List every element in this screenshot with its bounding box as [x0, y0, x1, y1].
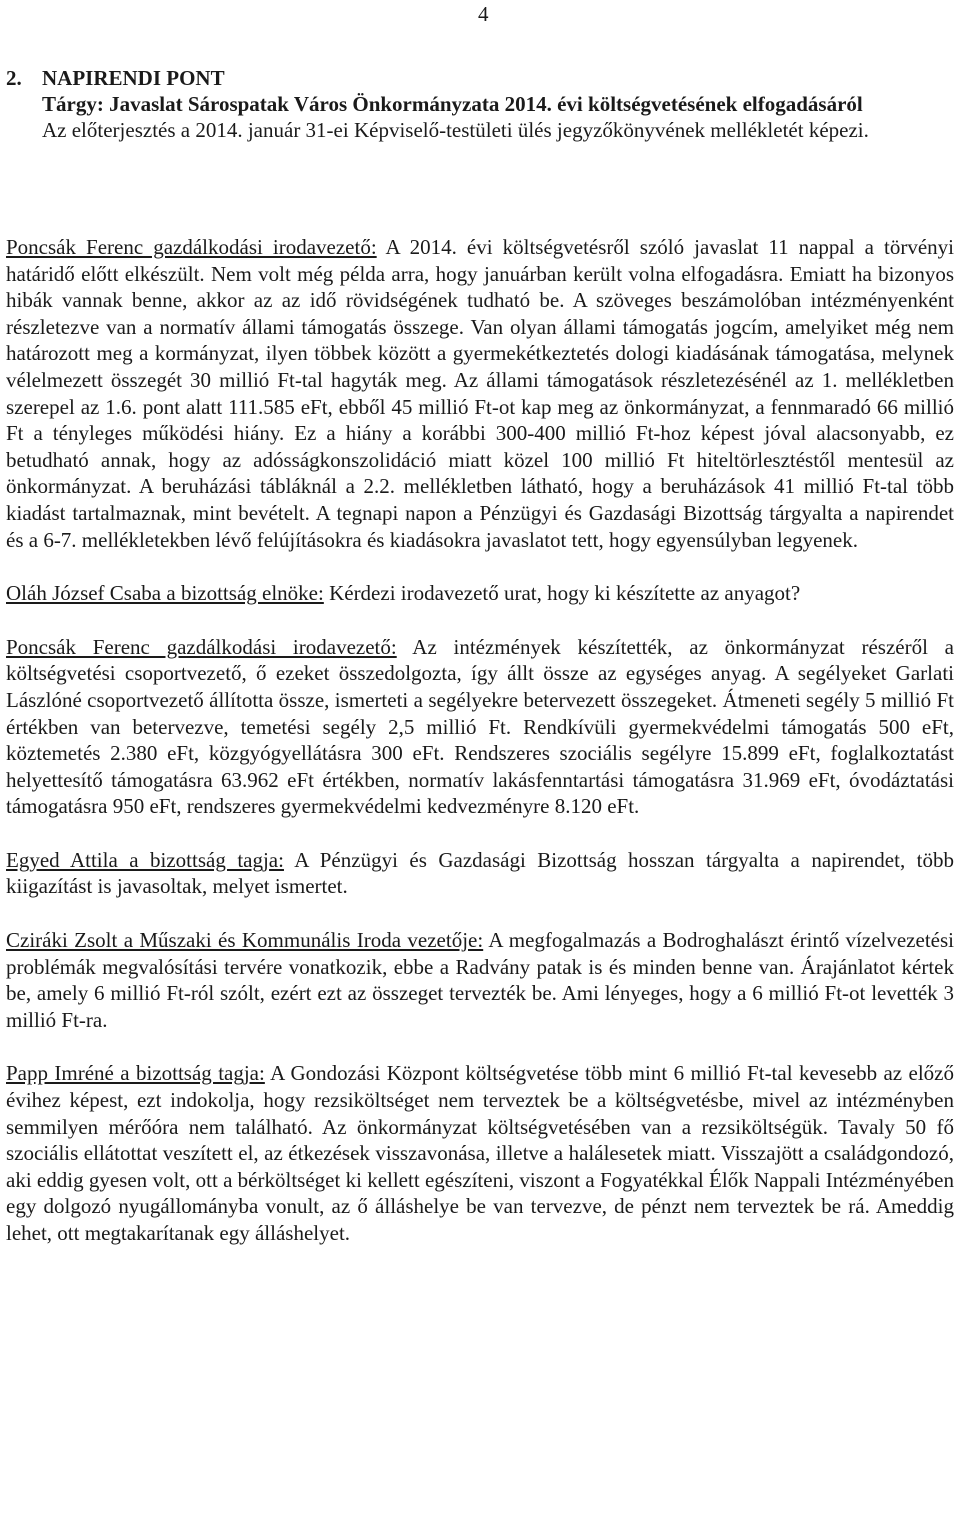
agenda-heading [6, 65, 954, 91]
statement-paragraph [6, 1060, 954, 1246]
page-number: 4 [478, 2, 489, 26]
agenda-number: 2. [6, 66, 22, 90]
agenda-title: NAPIRENDI PONT [42, 66, 225, 90]
statement-text: A Gondozási Központ költségvetése több mint 6 millió Ft-tal kevesebb az előző évihez képest, ezt indokolja, hogy rezsiköltséget nem terveztek be a költségvetésbe, mivel az intézményben semmilyen mérőóra nem található. Az önkormányzat költségvetésében van a rezsiköltségük. Tavaly 50 fő szociális ellátottat veszített el, az étkezések visszavonása, illetve a halálesetek miatt. Visszajött a családgondozó, aki eddig gyesen volt, ott a bérköltséget ki kellett egészíteni, viszont a Fogyatékkal Élők Nappali Intézményében egy dolgozó nyugállományba vonult, az ő álláshelye be van tervezve, de pénzt nem terveztek be rá. Ameddig lehet, ott megtakarítanak egy álláshelyet. [6, 1061, 954, 1245]
speaker-name: Cziráki Zsolt a Műszaki és Kommunális Iroda vezetője: [6, 928, 484, 953]
speaker-name: Oláh József Csaba a bizottság elnöke: [6, 581, 324, 606]
statement-paragraph [6, 847, 954, 900]
statement-text: Kérdezi irodavezető urat, hogy ki készítette az anyagot? [323, 581, 801, 606]
statement-text: A Pénzügyi és Gazdasági Bizottság hosszan tárgyalta a napirendet, több kiigazítást is javasoltak, melyet ismertet. [6, 847, 954, 899]
statement-paragraph [6, 927, 954, 1033]
statement-text: Az intézmények készítették, az önkormányzat részéről a költségvetési csoportvezető, ő ezeket összedolgozta, így állt össze az egységes anyag. A segélyeket Garlati Lászlóné csoportvezető állította össze, ismerteti a segélyekre betervezett összegeket. Átmeneti segély 5 millió Ft értékben van betervezve, temetési segély 2,5 millió Ft. Rendkívüli gyermekvédelmi támogatás 500 eFt, köztemetés 2.380 eFt, közgyógyellátásra 300 eFt. Rendszeres szociális segélyre 15.899 eFt, foglalkoztatást helyettesítő támogatásra 63.962 eFt értékben, normatív lakásfenntartási támogatásra 31.969 eFt, óvodáztatási támogatásra 950 eFt, rendszeres gyermekvédelmi kedvezményre 8.120 eFt. [6, 634, 954, 819]
speaker-name: Egyed Attila a bizottság tagja: [6, 847, 284, 872]
speaker-name: Papp Imréné a bizottság tagja: [6, 1061, 265, 1086]
agenda-block [6, 65, 954, 143]
agenda-note: Az előterjesztés a 2014. január 31-ei Képviselő-testületi ülés jegyzőkönyvének mellékletét képezi. [42, 118, 869, 142]
statement-paragraph [6, 634, 954, 820]
agenda-subject: Tárgy: Javaslat Sárospatak Város Önkormányzata 2014. évi költségvetésének elfogadásáról [42, 92, 863, 116]
statement-paragraph [6, 580, 954, 607]
speaker-name: Poncsák Ferenc gazdálkodási irodavezető: [6, 235, 377, 259]
statement-paragraph [6, 234, 954, 553]
statement-text: A megfogalmazás a Bodroghalászt érintő vízelvezetési problémák megvalósítási tervére vonatkozik, ebbe a Radvány patak is és minden benne van. Árajánlatot kértek be, amely 6 millió Ft-ról szólt, ezért ezt az összeget tervezték be. Ami lényeges, hogy a 6 millió Ft-ot levették 3 millió Ft-ra. [6, 928, 954, 1032]
minutes-body [6, 234, 954, 1274]
speaker-name: Poncsák Ferenc gazdálkodási irodavezető: [6, 634, 397, 659]
statement-text: A 2014. évi költségvetésről szóló javaslat 11 nappal a törvényi határidő előtt elkészült. Nem volt még példa arra, hogy januárban került volna elfogadásra. Emiatt ha bizonyos hibák vannak benne, akkor az az idő rövidségének tudható be. A szöveges beszámolóban intézményenként részletezve van a normatív állami támogatás összege. Van olyan állami támogatás jogcím, amelyiket még nem határozott meg a kormányzat, ilyen többek között a gyermekétkeztetés dologi kiadásának támogatása, melynek vélelmezett összegét 30 millió Ft-tal hagyták meg. Az állami támogatások részletezésénél az 1. mellékletben szerepel az 1.6. pont alatt 111.585 eFt, ebből 45 millió Ft-ot kap meg az önkormányzat, a fennmaradó 66 millió Ft a tényleges működési hiány. Ez a hiány a korábbi 300-400 millió Ft-hoz képest jóval alacsonyabb, ez betudható annak, hogy az adósságkonszolidáció miatt közel 100 millió Ft hiteltörlesztéstől mentesül az önkormányzat. A beruházási tábláknál a 2.2. mellékletben látható, hogy a beruházások 41 millió Ft-tal több kiadást tartalmaznak, mint bevételt. A tegnapi napon a Pénzügyi és Gazdasági Bizottság tárgyalta a napirendet és a 6-7. mellékletekben lévő felújításokra és kiadásokra javaslatot tett, hogy egyensúlyban legyenek. [6, 235, 954, 552]
